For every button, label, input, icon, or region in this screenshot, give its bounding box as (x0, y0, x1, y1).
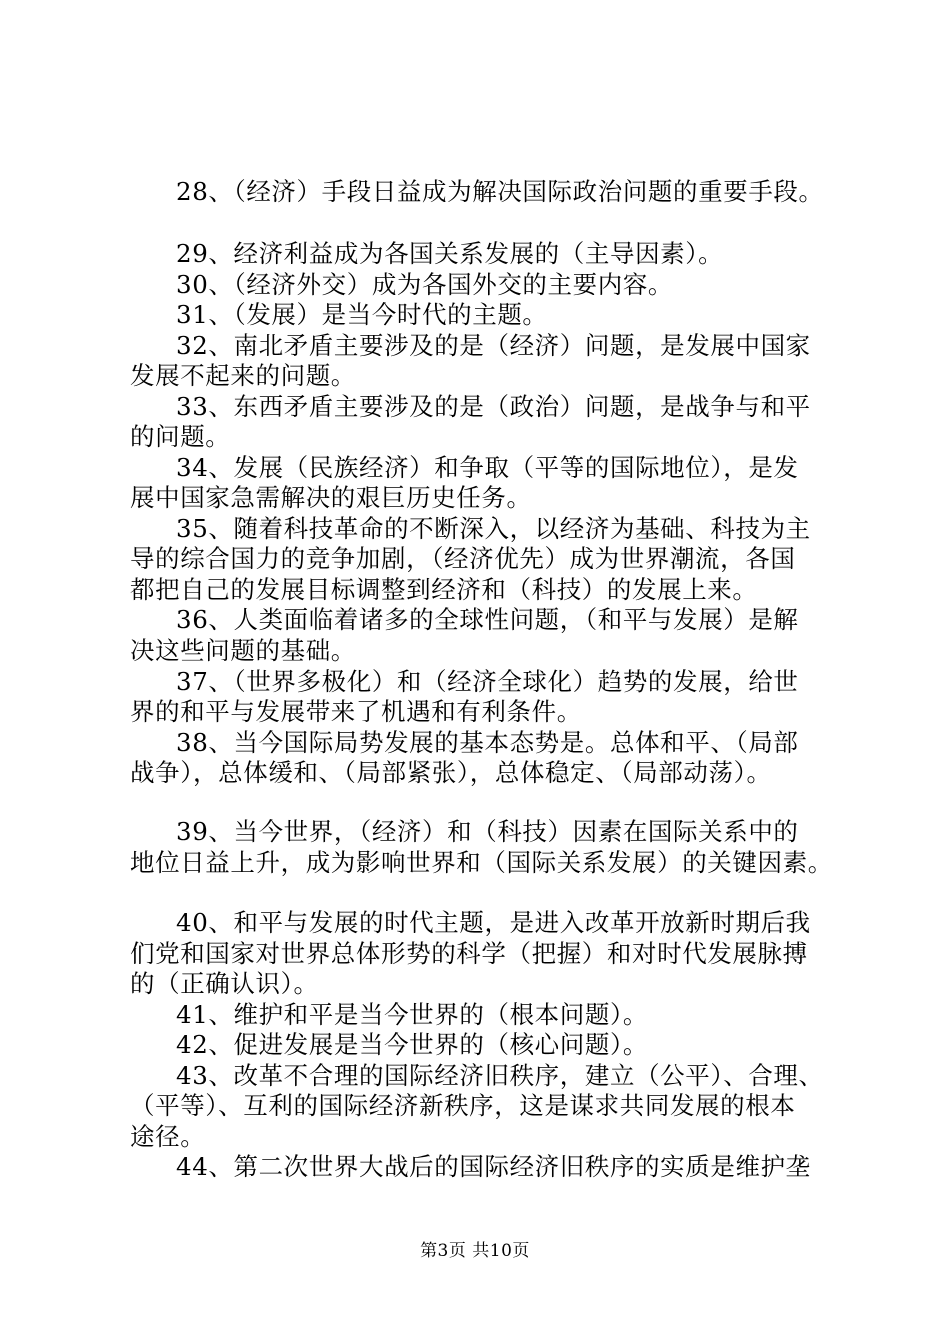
text-line: 42、促进发展是当今世界的（核心问题）。 (176, 1030, 648, 1059)
text-line: 的问题。 (130, 422, 231, 451)
text-line: 29、经济利益成为各国关系发展的（主导因素）。 (176, 239, 724, 268)
text-line: 41、维护和平是当今世界的（根本问题）。 (176, 1000, 648, 1029)
text-line: 发展不起来的问题。 (130, 361, 356, 390)
text-line: 32、南北矛盾主要涉及的是（经济）问题，是发展中国家 (176, 331, 811, 360)
text-line: 的（正确认识）。 (130, 969, 319, 998)
text-line: 38、当今国际局势发展的基本态势是。总体和平、（局部 (176, 728, 799, 757)
text-line: 39、当今世界，（经济）和（科技）因素在国际关系中的 (176, 817, 799, 846)
text-line: 35、随着科技革命的不断深入，以经济为基础、科技为主 (176, 514, 811, 543)
text-line: 43、改革不合理的国际经济旧秩序，建立（公平）、合理、 (176, 1061, 824, 1090)
text-line: 44、第二次世界大战后的国际经济旧秩序的实质是维护垄 (176, 1152, 811, 1181)
text-line: 地位日益上升，成为影响世界和（国际关系发展）的关键因素。 (130, 848, 833, 877)
page-number-footer: 第3页 共10页 (420, 1241, 530, 1261)
text-line: 途径。 (130, 1122, 206, 1151)
text-line: 导的综合国力的竞争加剧，（经济优先）成为世界潮流，各国 (130, 544, 796, 573)
text-line: 28、（经济）手段日益成为解决国际政治问题的重要手段。 (176, 177, 824, 206)
text-line: 33、东西矛盾主要涉及的是（政治）问题，是战争与和平 (176, 392, 811, 421)
text-line: 战争），总体缓和、（局部紧张），总体稳定、（局部动荡）。 (130, 758, 772, 787)
text-line: 界的和平与发展带来了机遇和有利条件。 (130, 697, 582, 726)
text-line: 都把自己的发展目标调整到经济和（科技）的发展上来。 (130, 575, 758, 604)
text-line: 们党和国家对世界总体形势的科学（把握）和对时代发展脉搏 (130, 939, 808, 968)
text-line: 31、（发展）是当今时代的主题。 (176, 300, 548, 329)
text-line: 决这些问题的基础。 (130, 636, 356, 665)
text-line: （平等）、互利的国际经济新秩序，这是谋求共同发展的根本 (130, 1091, 796, 1120)
text-line: 36、人类面临着诸多的全球性问题，（和平与发展）是解 (176, 605, 799, 634)
text-line: 40、和平与发展的时代主题，是进入改革开放新时期后我 (176, 908, 811, 937)
text-line: 30、（经济外交）成为各国外交的主要内容。 (176, 270, 674, 299)
text-line: 展中国家急需解决的艰巨历史任务。 (130, 483, 532, 512)
text-line: 37、（世界多极化）和（经济全球化）趋势的发展，给世 (176, 667, 799, 696)
text-line: 34、发展（民族经济）和争取（平等的国际地位），是发 (176, 453, 799, 482)
